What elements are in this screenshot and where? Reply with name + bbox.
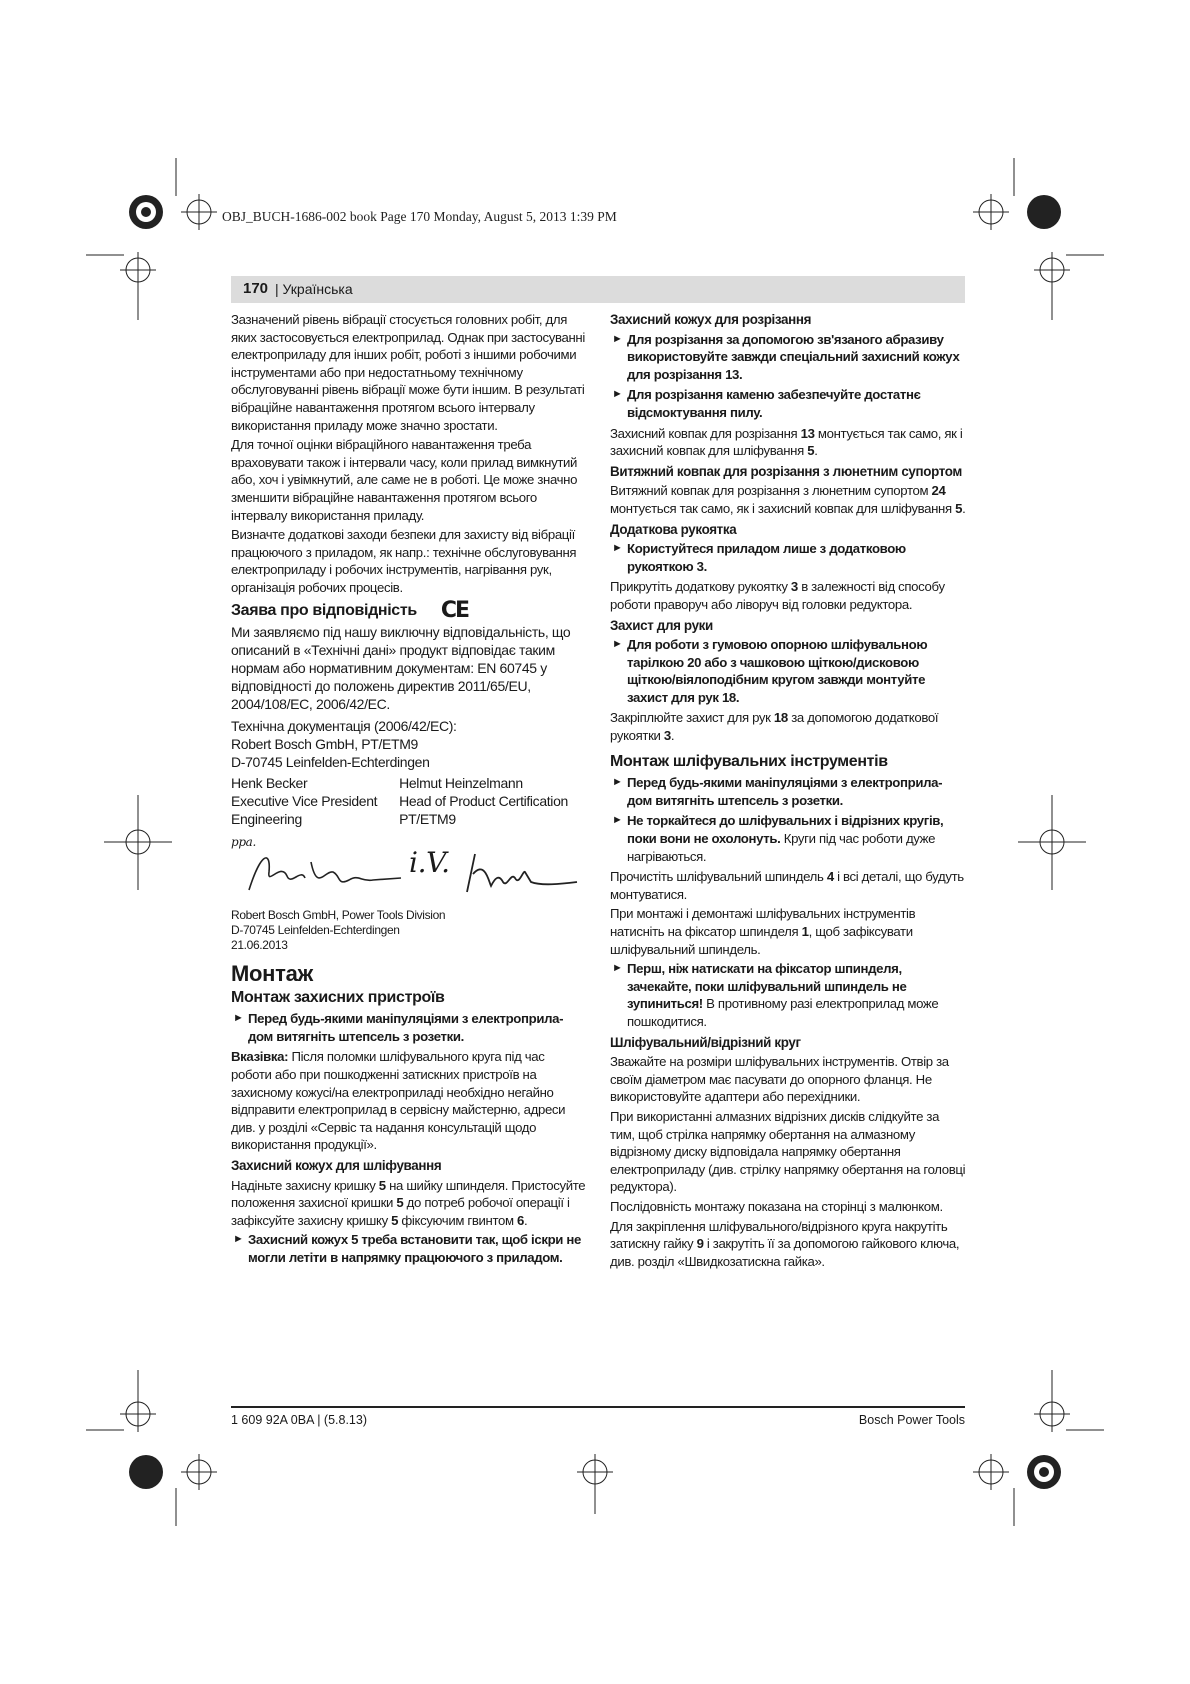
bullet-hot-discs [610, 812, 966, 865]
ref-number: 3 [790, 579, 798, 595]
tech-doc-company: Robert Bosch GmbH, PT/ETM9 [231, 736, 418, 753]
bullet-arrow-icon: ► [233, 1233, 244, 1246]
bullet-arrow-icon: ► [612, 332, 623, 345]
text-run: Прочистіть шліфувальний шпиндель [610, 869, 827, 885]
tech-doc-label: Технічна документація (2006/42/EC): [231, 718, 457, 735]
text-run: . [814, 443, 818, 459]
ref-number: 1 [801, 924, 809, 939]
signature-date: 21.06.2013 [231, 938, 288, 953]
text-run: Для закріплення шліфувального/відрізного круга накрутіть затискну гайку [610, 1218, 948, 1252]
bullet-handle [610, 540, 966, 575]
bullet-hand-guard [610, 636, 966, 706]
text-run: монтується так само, як і захисний ковпак для шліфування [610, 500, 956, 516]
company-address: D-70745 Leinfelden-Echterdingen [231, 923, 400, 938]
bullet-arrow-icon: ► [612, 542, 623, 555]
text-run: Надіньте захисну кришку [231, 1177, 379, 1193]
vibration-paragraph-3: Визначте додаткові заходи безпеки для захисту від вібрації працюючого з приладом, як напр.: технічне обслуговування електроприладу і робочих інструментів, нагрівання рук, організація робочих процесів. [231, 527, 577, 595]
clean-paragraph [610, 868, 966, 903]
text-run: , щоб зафіксувати шліфувальний шпиндель. [610, 924, 913, 957]
bullet-sparks-text: Захисний кожух 5 треба встановити так, щоб іскри не могли летіти в напрямку працюючого з приладом. [248, 1232, 581, 1265]
footer-brand: Bosch Power Tools [858, 1413, 965, 1427]
bullet-dust [610, 386, 966, 421]
footer-rule [231, 1406, 965, 1408]
bullet-arrow-icon: ► [612, 388, 623, 401]
ref-number: 18 [773, 710, 788, 726]
ref-number: 4 [826, 869, 834, 885]
ref-number: 9 [696, 1236, 704, 1252]
ref-number: 6 [517, 1212, 524, 1228]
text-run: . [962, 500, 966, 516]
ref-number: 24 [931, 483, 946, 499]
conformity-heading [231, 597, 587, 623]
ce-mark: CE [440, 597, 469, 623]
mount-heading: Монтаж [231, 961, 313, 987]
bullet-dust-text: Для розрізання каменю забезпечуйте достатнє відсмоктування пилу. [627, 387, 921, 420]
tools-heading: Монтаж шліфувальних інструментів [610, 752, 888, 770]
ref-number: 5 [807, 443, 815, 459]
ref-number: 5 [396, 1195, 404, 1211]
conformity-title: Заява про відповідність [231, 601, 417, 619]
text-run: При монтажі і демонтажі шліфувальних інструментів натисніть на фіксатор шпинделя [610, 906, 916, 939]
cut-guard-paragraph [610, 425, 966, 460]
bullet-arrow-icon: ► [612, 962, 623, 975]
bullet-unplug [231, 1010, 587, 1045]
ref-number: 5 [391, 1212, 399, 1228]
page-header [231, 276, 965, 303]
left-column [231, 311, 587, 1270]
bullet-spindle-lock-bold: Перш, ніж натискати на фіксатор шпинделя, зачекайте, поки шліфувальний шпиндель не зупиниться! [627, 961, 907, 1012]
text-run: на шийку шпинделя. Пристосуйте положення захисної кришки [231, 1177, 586, 1211]
ref-number: 13 [800, 425, 815, 441]
ppa-label: ppa. [231, 835, 256, 850]
disc-paragraph-1: Зважайте на розміри шліфувальних інструментів. Отвір за своїм діаметром має пасувати до опорного фланця. Не використовуйте адаптери або перехідники. [610, 1054, 949, 1105]
signer2-title2: PT/ETM9 [399, 811, 456, 828]
print-slug: OBJ_BUCH-1686-002 book Page 170 Monday, August 5, 2013 1:39 PM [222, 209, 617, 224]
text-run: в залежності від способу роботи праворуч або ліворуч від головки редуктора. [610, 579, 945, 612]
bullet-hot-discs-bold: Не торкайтеся до шліфувальних і відрізних кругів, поки вони не охолонуть. [627, 813, 944, 847]
signature-becker [241, 842, 411, 902]
bullet-arrow-icon: ► [612, 638, 623, 651]
bullet-arrow-icon: ► [612, 814, 623, 827]
grind-guard-heading: Захисний кожух для шліфування [231, 1158, 442, 1174]
text-run: і закрутіть її за допомогою гайкового ключа, див. розділ «Швидкозатискна гайка». [610, 1236, 960, 1269]
disc-paragraph-3: Послідовність монтажу показана на сторінці з малюнком. [610, 1198, 943, 1214]
guards-heading: Монтаж захисних пристроїв [231, 988, 445, 1006]
disc-paragraph-4 [610, 1218, 966, 1271]
bullet-unplug-2 [610, 774, 966, 809]
signer1-title2: Engineering [231, 811, 302, 828]
footer-code: 1 609 92A 0BA | (5.8.13) [231, 1413, 367, 1427]
company-line: Robert Bosch GmbH, Power Tools Division [231, 908, 446, 923]
right-column [610, 311, 966, 1272]
text-run: . [670, 728, 675, 744]
bullet-sparks [231, 1231, 587, 1266]
bullet-unplug-2-text: Перед будь-якими маніпуляціями з електроприла-дом витягніть штепсель з розетки. [627, 775, 943, 808]
bullet-spindle-lock-rest: В противному разі електроприлад може пошкодитися. [627, 996, 939, 1029]
bullet-hand-guard-text: Для роботи з гумовою опорною шліфувальною тарілкою 20 або з чашковою щіткою/дисковою щіткою/віялоподібним кругом завжди монтуйте захист для рук 18. [627, 637, 928, 705]
signers [231, 774, 587, 828]
text-run: Прикрутіть додаткову рукоятку [610, 579, 791, 595]
bullet-arrow-icon: ► [612, 776, 623, 789]
signatures [231, 830, 587, 906]
signer1-title1: Executive Vice President [231, 793, 378, 810]
extract-paragraph [610, 482, 966, 517]
page-number: 170 [243, 280, 269, 297]
tech-doc-address: D-70745 Leinfelden-Echterdingen [231, 754, 430, 771]
bullet-spindle-lock [610, 960, 966, 1030]
note-paragraph [231, 1048, 587, 1154]
text-run: Закріплюйте захист для рук [610, 710, 774, 726]
bullet-hot-discs-rest: Круги під час роботи дуже нагріваються. [627, 831, 936, 864]
note-label: Вказівка: [231, 1049, 289, 1065]
note-text: Після поломки шліфувального круга під час роботи або при пошкодженні затискних пристроїв на захисному кожусі/на електроприладі необхідно негайно відправити електроприлад в сервісну майстерню, адреси див. у розділі «Сервіс та надання консультацій щодо використання продукції». [231, 1049, 566, 1153]
text-run: за допомогою додаткової рукоятки [610, 710, 939, 744]
bullet-cut-guard [610, 331, 966, 384]
grind-guard-paragraph [231, 1177, 587, 1230]
bullet-handle-text: Користуйтеся приладом лише з додатковою рукояткою 3. [627, 541, 906, 574]
signer1-name: Henk Becker [231, 775, 308, 792]
disc-heading: Шліфувальний/відрізний круг [610, 1034, 801, 1050]
disc-paragraph-2: При використанні алмазних відрізних дисків слідкуйте за тим, щоб стрілка напрямку обертання на алмазному відрізному диску відповідала напрямку обертання електроприладу (див. стрілку напрямку обертання на головці редуктора). [610, 1108, 966, 1195]
ref-number: 5 [378, 1177, 386, 1193]
bullet-arrow-icon: ► [233, 1012, 244, 1025]
ref-number: 5 [955, 500, 963, 516]
text-run: . [523, 1212, 528, 1228]
handle-paragraph [610, 578, 966, 613]
vibration-paragraph-1: Зазначений рівень вібрації стосується головних робіт, для яких застосовується електроприлад. Однак при застосуванні електроприладу для інших робіт, роботі з іншими робочими інструментами або при недостатньому технічному обслуговуванні рівень вібрації може бути іншим. В результаті вібраційне навантаження протягом всього інтервалу використання приладу може значно зростати. [231, 312, 585, 433]
text-run: Захисний ковпак для розрізання [610, 425, 801, 441]
bullet-unplug-text: Перед будь-якими маніпуляціями з електроприла-дом витягніть штепсель з розетки. [248, 1011, 564, 1044]
conformity-text: Ми заявляємо під нашу виключну відповідальність, що описаний в «Технічні дані» продукт відповідає таким нормам або нормативним документам: EN 60745 у відповідності до положень директив 2011/65/EU, 2004/108/EC, 2006/42/EC. [231, 624, 571, 713]
iv-label: i.V. [409, 846, 450, 880]
text-run: монтується так само, як і захисний ковпак для шліфування [610, 425, 963, 459]
ref-number: 3 [663, 728, 671, 744]
text-run: і всі деталі, що будуть монтуватися. [610, 869, 964, 902]
extract-heading: Витяжний ковпак для розрізання з люнетним супортом [610, 463, 962, 479]
lock-paragraph [610, 905, 966, 958]
text-run: Витяжний ковпак для розрізання з люнетним супортом [610, 483, 932, 499]
signer2-name: Helmut Heinzelmann [399, 775, 523, 792]
hand-guard-paragraph [610, 709, 966, 744]
bullet-cut-guard-text: Для розрізання за допомогою зв'язаного абразиву використовуйте завжди спеціальний захисний кожух для розрізання 13. [627, 331, 960, 382]
cut-guard-heading: Захисний кожух для розрізання [610, 312, 812, 327]
handle-heading: Додаткова рукоятка [610, 521, 737, 537]
hand-guard-heading: Захист для руки [610, 617, 713, 633]
signature-heinzelmann [461, 842, 581, 902]
text-run: фіксуючим гвинтом [398, 1212, 517, 1228]
language-label: | Українська [275, 281, 353, 297]
signer2-title1: Head of Product Certification [399, 793, 568, 810]
text-run: до потреб робочої операції і зафіксуйте захисну кришку [231, 1195, 570, 1228]
vibration-paragraph-2: Для точної оцінки вібраційного навантаження треба враховувати також і інтервали часу, коли прилад вимкнутий або, хоч і увімкнутий, але саме не в роботі. Це може значно зменшити вібраційне навантаження протягом всього інтервалу використання приладу. [231, 437, 578, 523]
